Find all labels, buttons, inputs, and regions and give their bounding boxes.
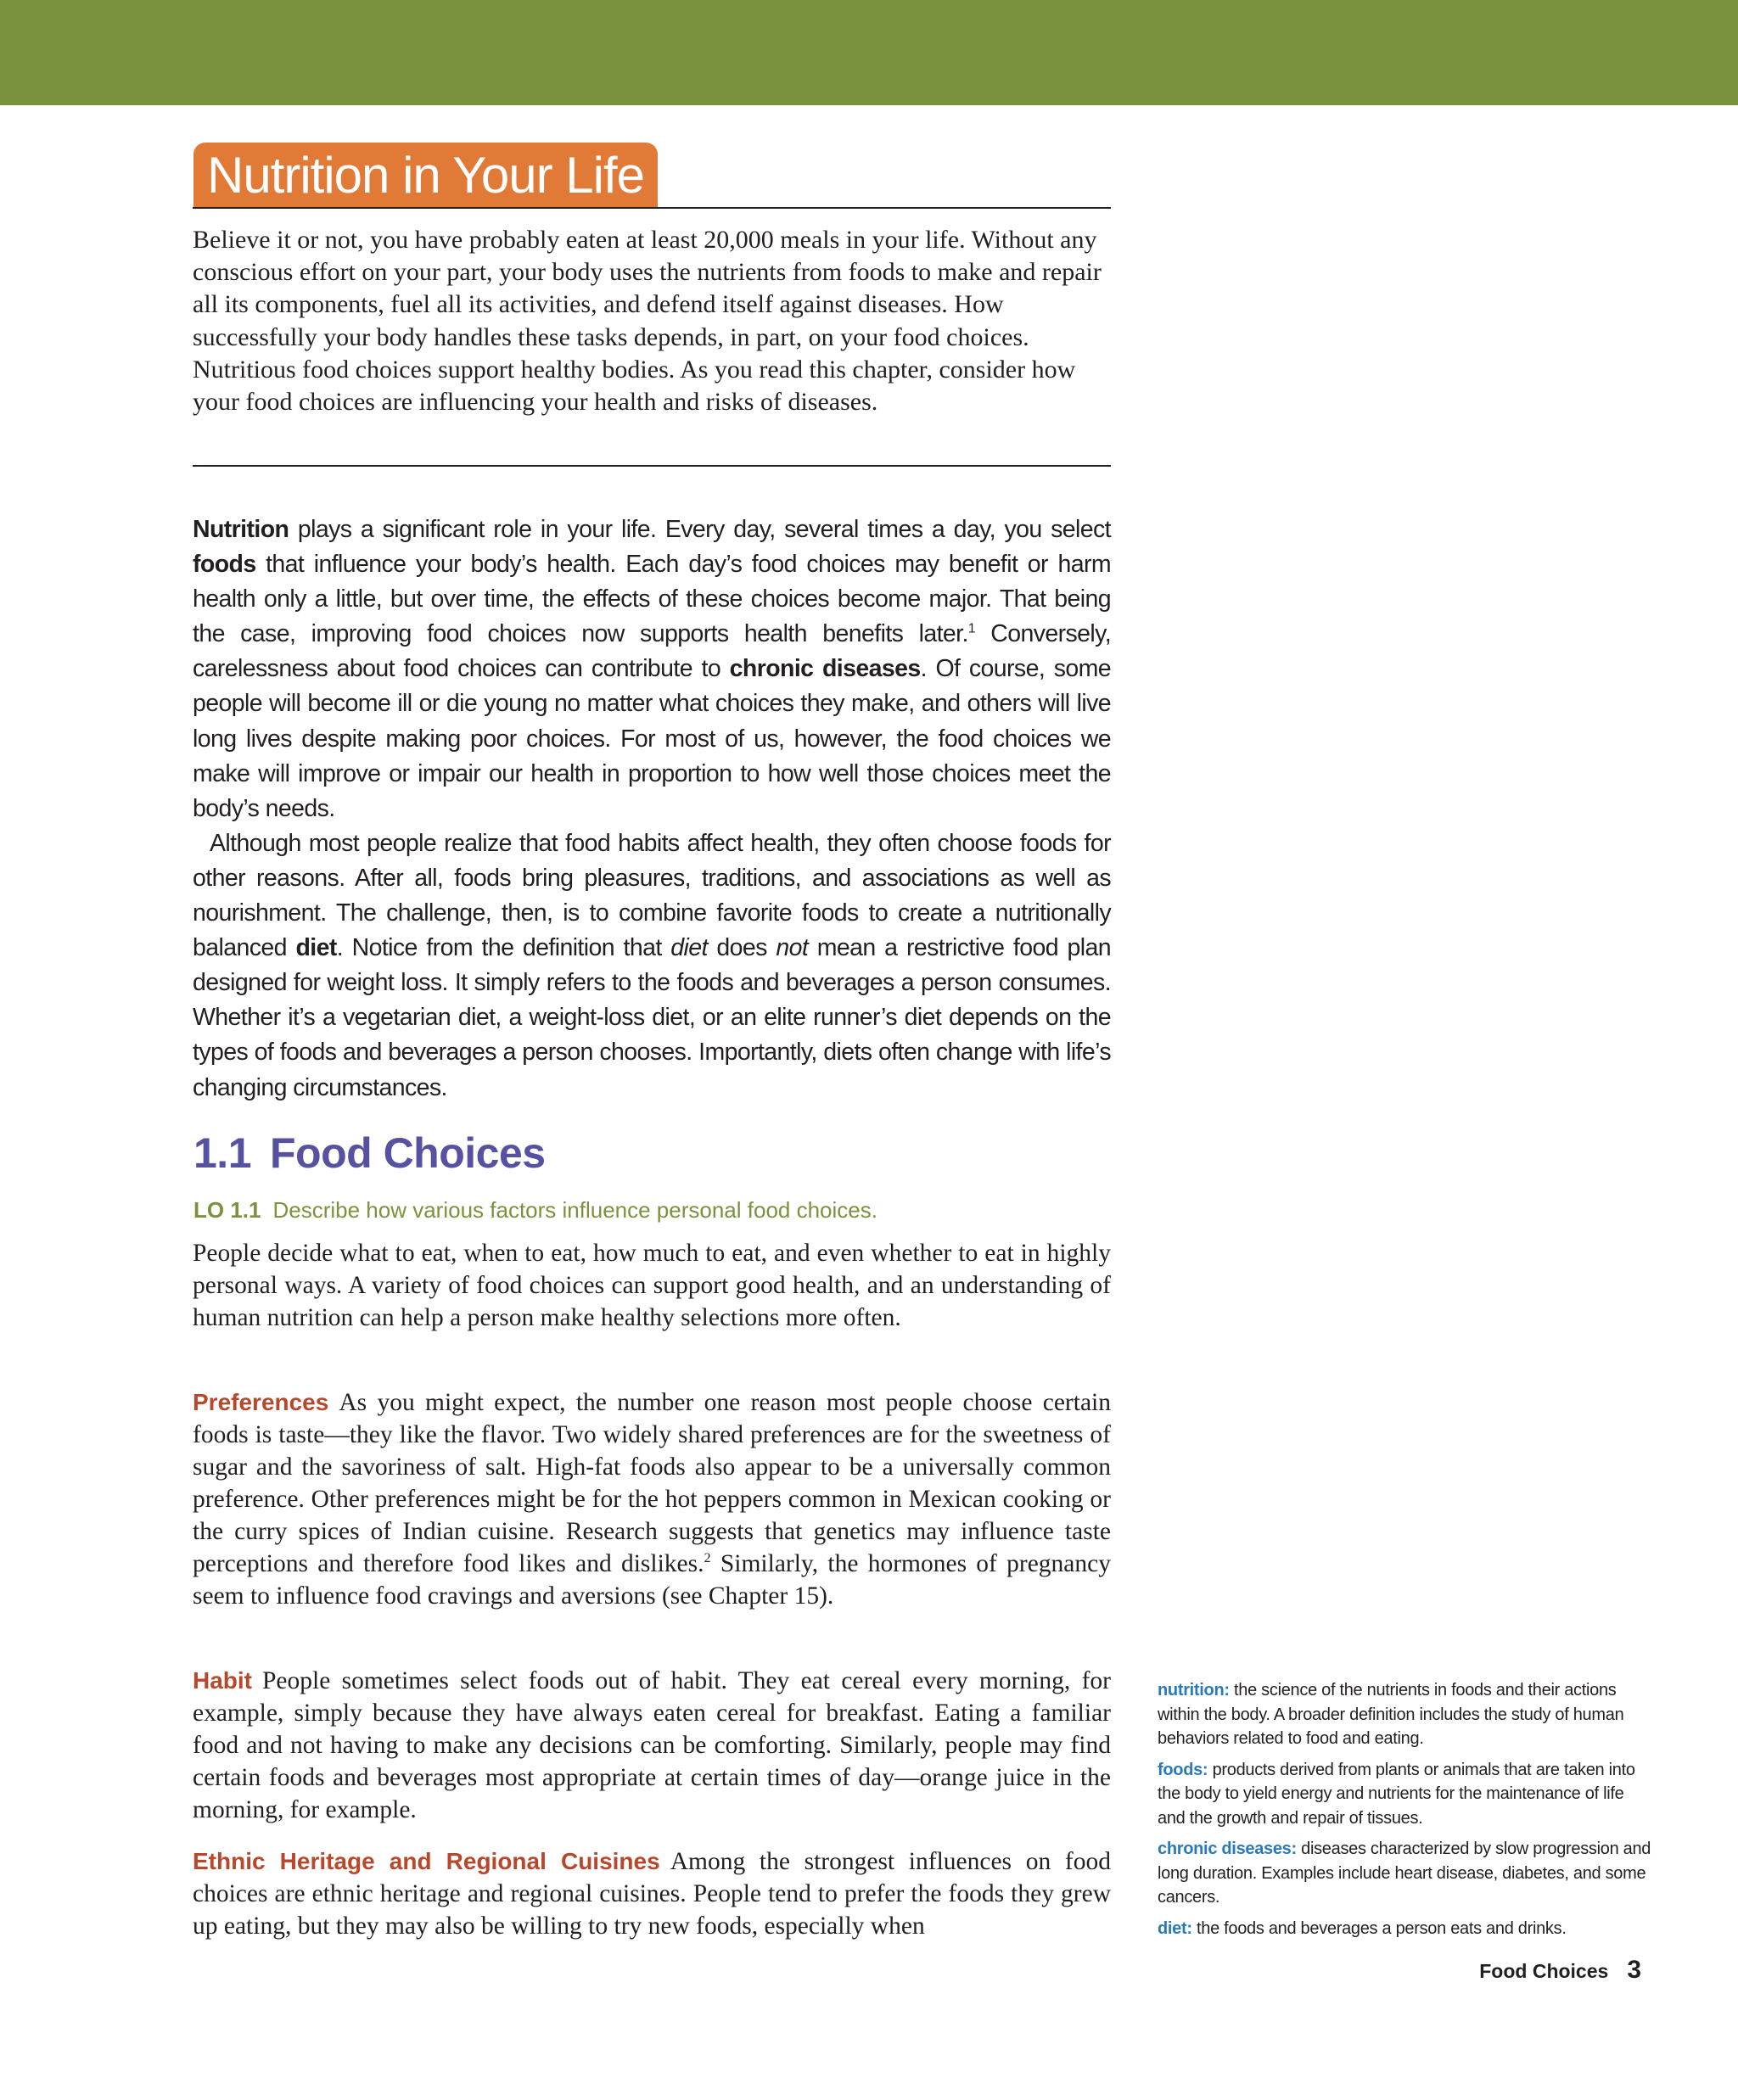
ethnic-paragraph: [193, 1845, 1111, 1942]
glossary-term: nutrition:: [1158, 1681, 1230, 1700]
intro-text: . Notice from the definition that: [336, 934, 671, 962]
lo-text: Describe how various factors influence personal food choices.: [272, 1197, 877, 1223]
glossary-term: foods:: [1158, 1760, 1208, 1779]
running-footer-title: Food Choices: [1479, 1960, 1609, 1982]
glossary-entry: [1158, 1758, 1653, 1831]
paragraph-text: People sometimes select foods out of habit. They eat cereal every morning, for example, simply because they have always eaten cereal for breakfast. Eating a familiar food and not having to make any decisions can be comforting. Similarly, people may find certain foods and beverages most appropriate at certain times of day—orange juice in the morning, for example.: [193, 1667, 1111, 1823]
glossary-definition: products derived from plants or animals that are taken into the body to yield energy and nutrients for the maintenance of life and the growth and repair of tissues.: [1158, 1760, 1635, 1828]
intro-text: does: [707, 934, 776, 962]
footnote-ref: 1: [967, 621, 975, 636]
lo-label: LO 1.1: [193, 1197, 261, 1223]
feature-title: Nutrition in Your Life: [193, 143, 658, 207]
habit-paragraph: [193, 1665, 1111, 1826]
paragraph-text: As you might expect, the number one reason most people choose certain foods is taste—they like the flavor. Two widely shared preferences are for the sweetness of sugar and the savoriness of salt. High-fat foods also appear to be a universally common preference. Other preferences might be for the hot peppers common in Mexican cooking or the curry spices of Indian cuisine. Research suggests that genetics may influence taste perceptions and therefore food likes and dislikes.: [193, 1389, 1111, 1577]
intro-paragraph-1: [193, 512, 1111, 826]
term-diet: diet: [295, 934, 337, 962]
intro-section: [193, 512, 1111, 1106]
intro-text: plays a significant role in your life. Every day, several times a day, you select: [289, 516, 1111, 543]
glossary-term: diet:: [1158, 1918, 1192, 1938]
top-color-band: [0, 0, 1738, 105]
term-chronic-diseases: chronic diseases: [729, 655, 921, 683]
emphasis: diet: [670, 934, 708, 962]
footnote-ref: 2: [704, 1550, 711, 1566]
paragraph-text: Similarly, the hormones of pregnancy seem to influence food cravings and aversions (see Chapter 15).: [193, 1550, 1111, 1610]
preferences-paragraph: [193, 1386, 1111, 1612]
learning-objective: [193, 1193, 877, 1227]
intro-text: . Of course, some people will become ill or die young no matter what choices they make, and others will live long lives despite making poor choices. For most of us, however, the food choices we make will improve or impair our health in proportion to how well those choices meet the body’s needs.: [193, 655, 1111, 822]
run-in-heading: Preferences: [193, 1389, 329, 1415]
glossary-entry: [1158, 1837, 1653, 1910]
section-heading: [193, 1127, 546, 1179]
paragraph-text: People decide what to eat, when to eat, how much to eat, and even whether to eat in highly personal ways. A variety of food choices can support good health, and an understanding of human nutrition can help a person make healthy selections more often.: [193, 1240, 1111, 1331]
intro-text: that influence your body’s health. Each day’s food choices may benefit or harm health only a little, but over time, the effects of these choices become major. That being the case, improving food choices now supports health benefits later.: [193, 551, 1111, 648]
intro-text: mean a restrictive food plan designed for weight loss. It simply refers to the foods and beverages a person consumes. Whether it’s a vegetarian diet, a weight-loss diet, or an elite runner’s diet depends on the types of foods and beverages a person chooses. Importantly, diets often change with life’s changing circumstances.: [193, 934, 1112, 1101]
glossary-definition: the foods and beverages a person eats and drinks.: [1196, 1918, 1567, 1938]
run-in-heading: Ethnic Heritage and Regional Cuisines: [193, 1848, 660, 1874]
section-title: Food Choices: [270, 1129, 546, 1177]
feature-bottom-rule: [193, 465, 1111, 467]
feature-box: [193, 224, 1111, 418]
term-nutrition: Nutrition: [193, 516, 289, 543]
intro-text: Conversely, carelessness about food choices can contribute to: [193, 620, 1112, 683]
glossary-definition: the science of the nutrients in foods and their actions within the body. A broader definition includes the study of human behaviors related to food and eating.: [1158, 1681, 1624, 1748]
run-in-heading: Habit: [193, 1667, 252, 1694]
feature-text: Believe it or not, you have probably eaten at least 20,000 meals in your life. Without any conscious effort on your part, your body uses the nutrients from foods to make and repair all its components, fuel all its activities, and defend itself against diseases. How successfully your body handles these tasks depends, in part, on your food choices. Nutritious food choices support healthy bodies. As you read this chapter, consider how your food choices are influencing your health and risks of diseases.: [193, 226, 1102, 417]
feature-top-rule: [193, 207, 1111, 209]
page-number: 3: [1627, 1956, 1641, 1984]
glossary-term: chronic diseases:: [1158, 1840, 1297, 1858]
glossary-sidebar: [1158, 1678, 1653, 1947]
section-paragraph-1: [193, 1237, 1111, 1334]
paragraph-text: Among the strongest influences on food choices are ethnic heritage and regional cuisines. People tend to prefer the foods they grew up eating, but they may also be willing to try new foods, especially when: [193, 1848, 1111, 1940]
emphasis: not: [776, 934, 809, 962]
glossary-entry: [1158, 1917, 1653, 1941]
page-footer: [1479, 1956, 1641, 1985]
term-foods: foods: [193, 551, 256, 579]
intro-text: Although most people realize that food habits affect health, they often choose foods for other reasons. After all, foods bring pleasures, traditions, and associations as well as nourishment. The challenge, then, is to combine favorite foods to create a nutritionally balanced: [193, 829, 1111, 962]
intro-paragraph-2: [193, 826, 1111, 1106]
glossary-definition: diseases characterized by slow progression and long duration. Examples include heart disease, diabetes, and some cancers.: [1158, 1840, 1651, 1907]
glossary-entry: [1158, 1678, 1653, 1751]
section-number: 1.1: [193, 1129, 252, 1177]
